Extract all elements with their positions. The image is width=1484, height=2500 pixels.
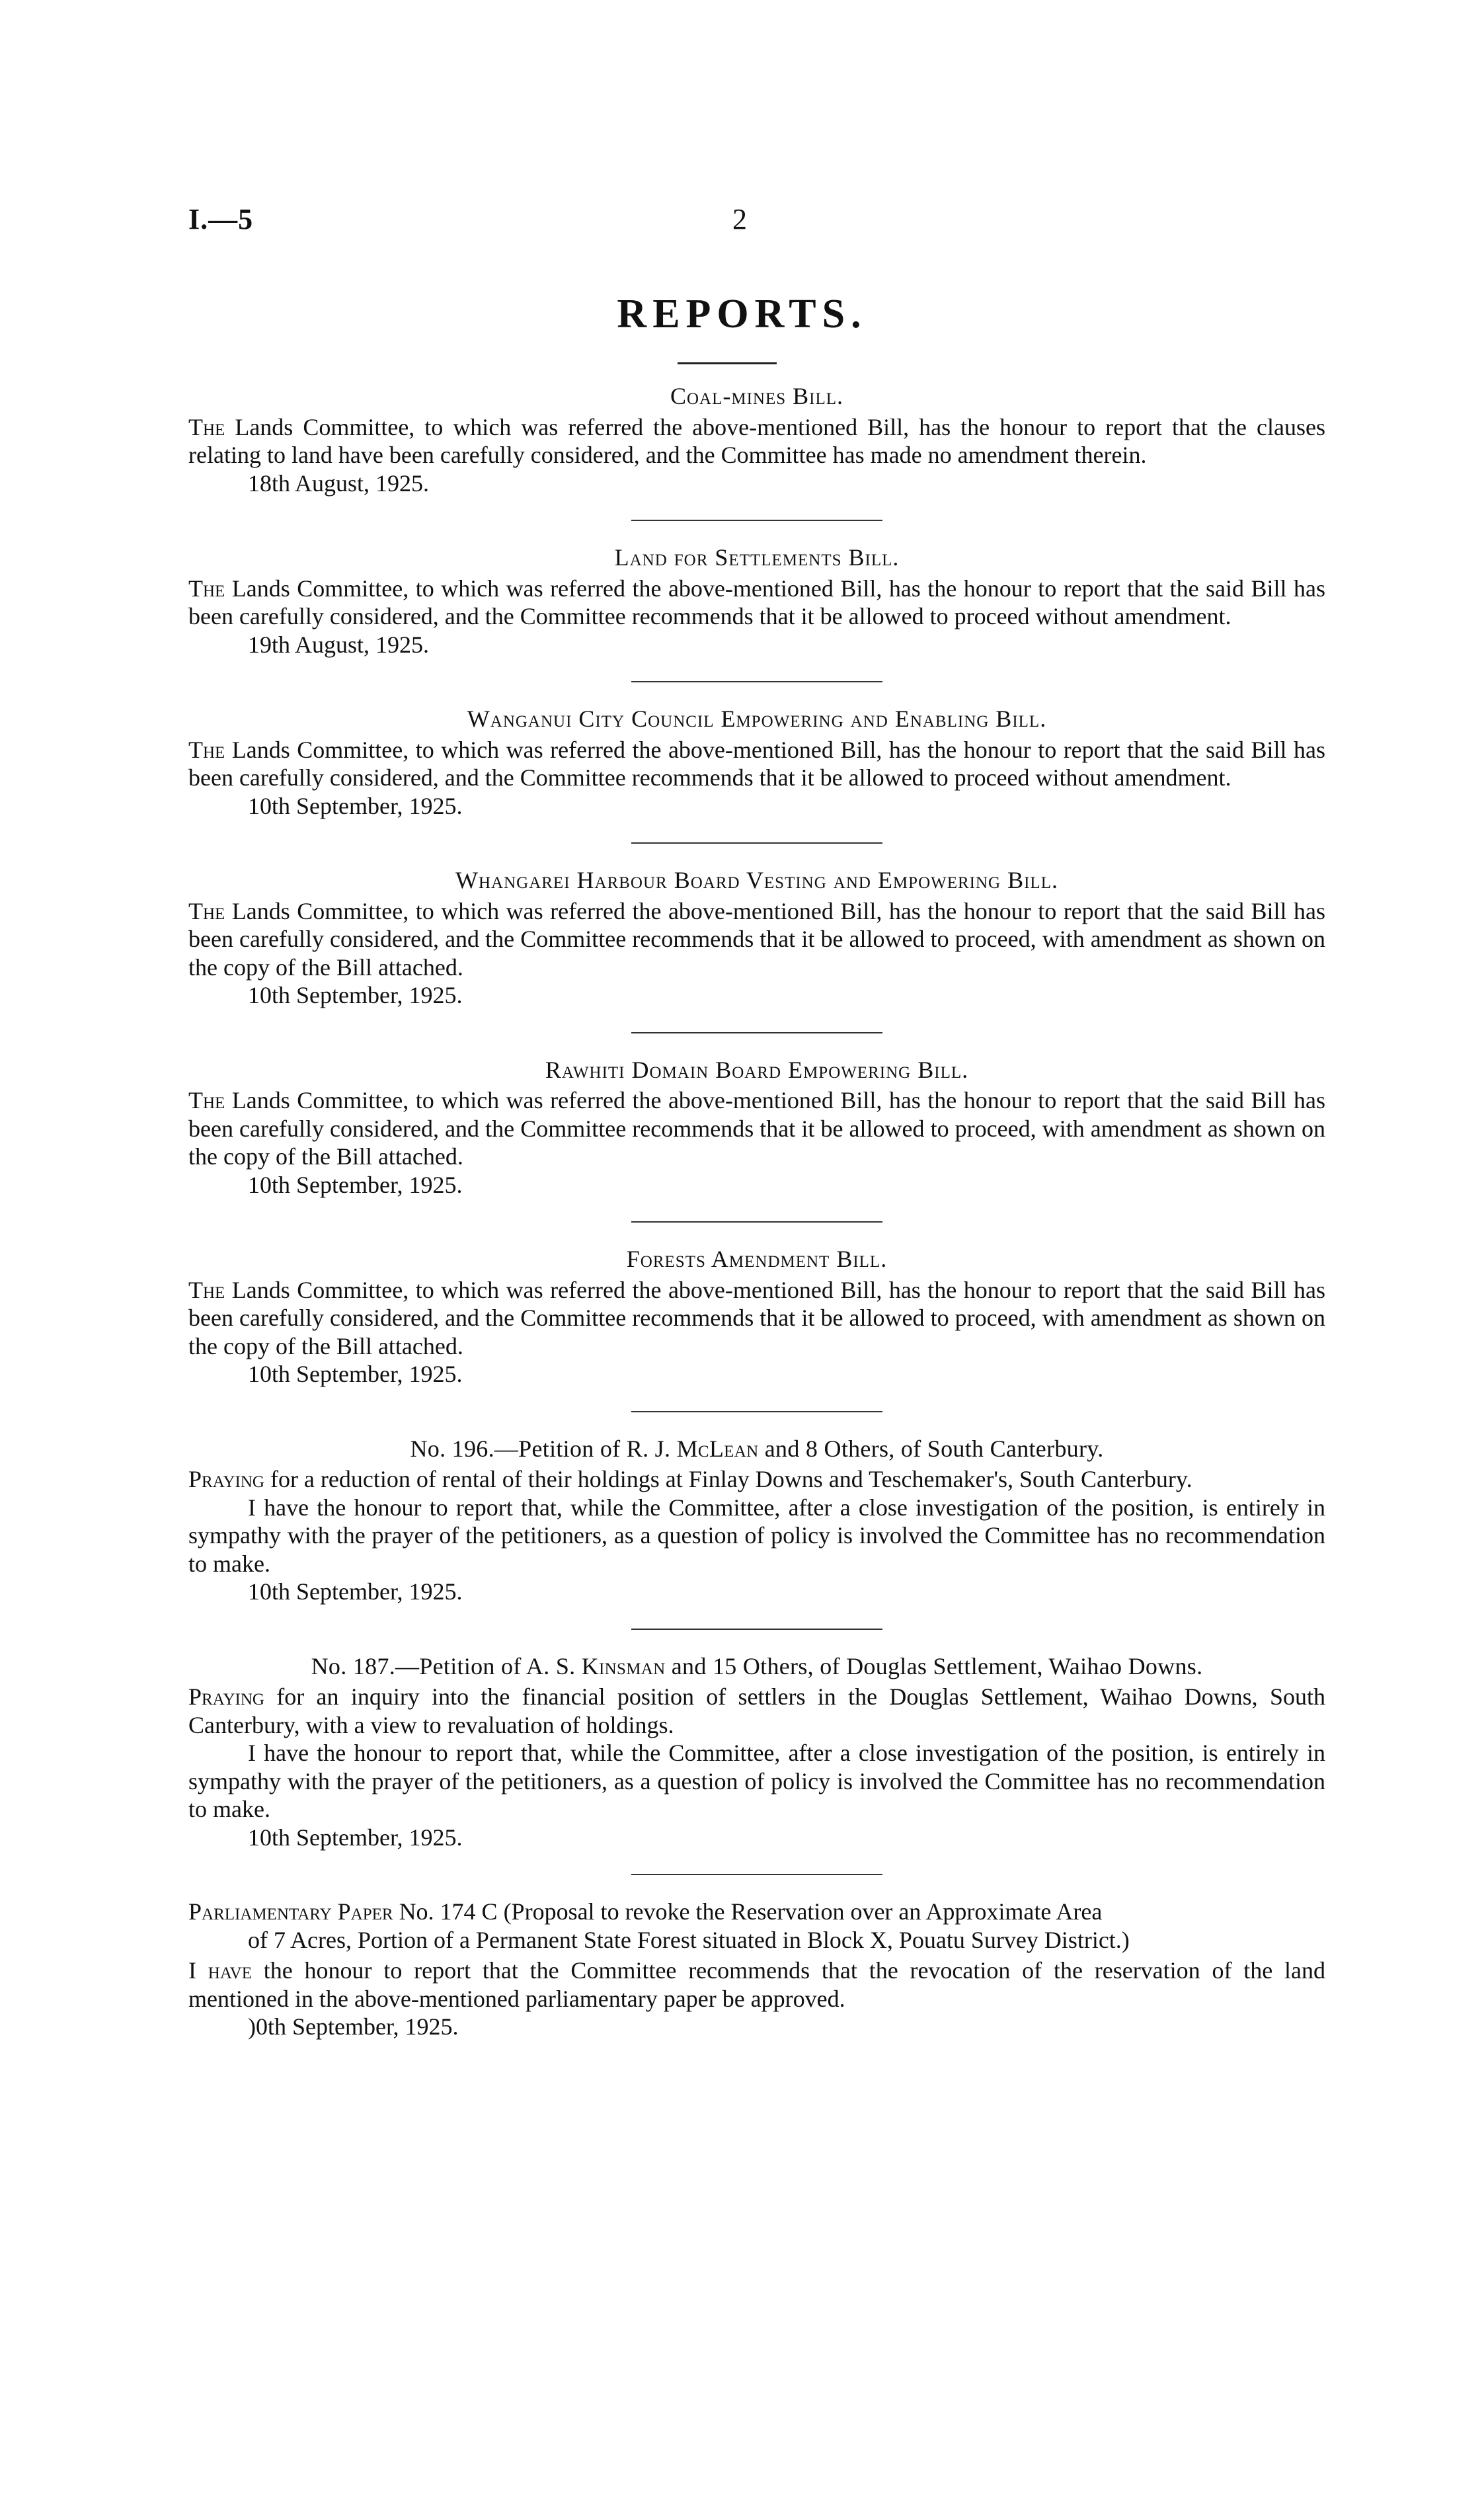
petition-196 bbox=[188, 1435, 1325, 1606]
petition-prayer: Praying for an inquiry into the financial position of settlers in the Douglas Settlement, Waihao Downs, South Canterbury, with a view to revaluation of holdings. bbox=[188, 1683, 1325, 1738]
petition-date: 10th September, 1925. bbox=[248, 1824, 463, 1851]
petition-report: I have the honour to report that, while the Committee, after a close investigation of the position, is entirely in sympathy with the prayer of the petitioners, as a question of policy is involved the Committee has no recommendation to make. bbox=[188, 1740, 1325, 1822]
petition-date: 10th September, 1925. bbox=[248, 1578, 463, 1605]
petition-prayer: Praying for a reduction of rental of their holdings at Finlay Downs and Teschemaker's, South Canterbury. bbox=[188, 1466, 1192, 1492]
page-reference: I.—5 bbox=[188, 203, 254, 235]
section-divider bbox=[631, 681, 882, 682]
report-date: 10th September, 1925. bbox=[248, 1361, 463, 1387]
report-date: 10th September, 1925. bbox=[248, 1171, 463, 1198]
report-heading: Land for Settlements Bill. bbox=[614, 544, 900, 571]
page-number: 2 bbox=[732, 203, 747, 235]
report-whangarei bbox=[188, 866, 1325, 1010]
section-divider bbox=[631, 1032, 882, 1033]
report-content bbox=[188, 382, 1325, 2041]
report-body: The Lands Committee, to which was referred the above-mentioned Bill, has the honour to report that the said Bill has been carefully considered, and the Committee recommends that it be allowed to proceed without amendment. bbox=[188, 575, 1325, 629]
title-rule bbox=[678, 362, 777, 364]
section-divider bbox=[631, 1874, 882, 1875]
report-rawhiti bbox=[188, 1056, 1325, 1199]
section-divider bbox=[631, 1411, 882, 1412]
report-heading: Wanganui City Council Empowering and Enabling Bill. bbox=[467, 706, 1047, 732]
report-land-settlements bbox=[188, 544, 1325, 659]
report-heading: Rawhiti Domain Board Empowering Bill. bbox=[545, 1056, 969, 1083]
report-date: 19th August, 1925. bbox=[248, 631, 430, 658]
section-divider bbox=[631, 1221, 882, 1223]
petition-187 bbox=[188, 1652, 1325, 1852]
report-heading: Coal-mines Bill. bbox=[670, 383, 844, 409]
petition-heading: No. 187.—Petition of A. S. Kinsman and 15 Others, of Douglas Settlement, Waihao Downs. bbox=[311, 1652, 1203, 1679]
parliamentary-paper-174c bbox=[188, 1898, 1325, 2041]
report-body: The Lands Committee, to which was referred the above-mentioned Bill, has the honour to report that the said Bill has been carefully considered, and the Committee recommends that it be allowed to proceed, with amendment as shown on the copy of the Bill attached. bbox=[188, 1276, 1325, 1359]
paper-heading: Parliamentary Paper No. 174 C (Proposal to revoke the Reservation over an Approximate Area of 7 Acres, Portion of a Permanent State Forest situated in Block X, Pouatu Survey District.) bbox=[188, 1898, 1130, 1953]
report-coal-mines bbox=[188, 382, 1325, 497]
report-body: The Lands Committee, to which was referred the above-mentioned Bill, has the honour to report that the said Bill has been carefully considered, and the Committee recommends that it be allowed to proceed, with amendment as shown on the copy of the Bill attached. bbox=[188, 897, 1325, 981]
section-divider bbox=[631, 842, 882, 844]
section-divider bbox=[631, 520, 882, 521]
section-divider bbox=[631, 1629, 882, 1630]
report-heading: Forests Amendment Bill. bbox=[626, 1246, 888, 1272]
petition-heading: No. 196.—Petition of R. J. McLean and 8 Others, of South Canterbury. bbox=[410, 1435, 1104, 1462]
paper-date: )0th September, 1925. bbox=[248, 2013, 459, 2040]
report-forests bbox=[188, 1245, 1325, 1389]
report-heading: Whangarei Harbour Board Vesting and Empowering Bill. bbox=[455, 867, 1058, 893]
paper-body: I have the honour to report that the Committee recommends that the revocation of the reservation of the land mentioned in the above-mentioned parliamentary paper be approved. bbox=[188, 1957, 1325, 2012]
report-wanganui bbox=[188, 705, 1325, 820]
report-date: 10th September, 1925. bbox=[248, 982, 463, 1008]
report-date: 10th September, 1925. bbox=[248, 792, 463, 819]
report-date: 18th August, 1925. bbox=[248, 469, 430, 497]
page-title: REPORTS. bbox=[617, 292, 867, 337]
report-body: The Lands Committee, to which was referred the above-mentioned Bill, has the honour to report that the said Bill has been carefully considered, and the Committee recommends that it be allowed to proceed without amendment. bbox=[188, 736, 1325, 791]
report-body: The Lands Committee, to which was referred the above-mentioned Bill, has the honour to report that the said Bill has been carefully considered, and the Committee recommends that it be allowed to proceed, with amendment as shown on the copy of the Bill attached. bbox=[188, 1087, 1325, 1170]
petition-report: I have the honour to report that, while the Committee, after a close investigation of the position, is entirely in sympathy with the prayer of the petitioners, as a question of policy is involved the Committee has no recommendation to make. bbox=[188, 1494, 1325, 1577]
report-body: The Lands Committee, to which was referred the above-mentioned Bill, has the honour to report that the clauses relating to land have been carefully considered, and the Committee has made no amendment therein. bbox=[188, 413, 1325, 468]
